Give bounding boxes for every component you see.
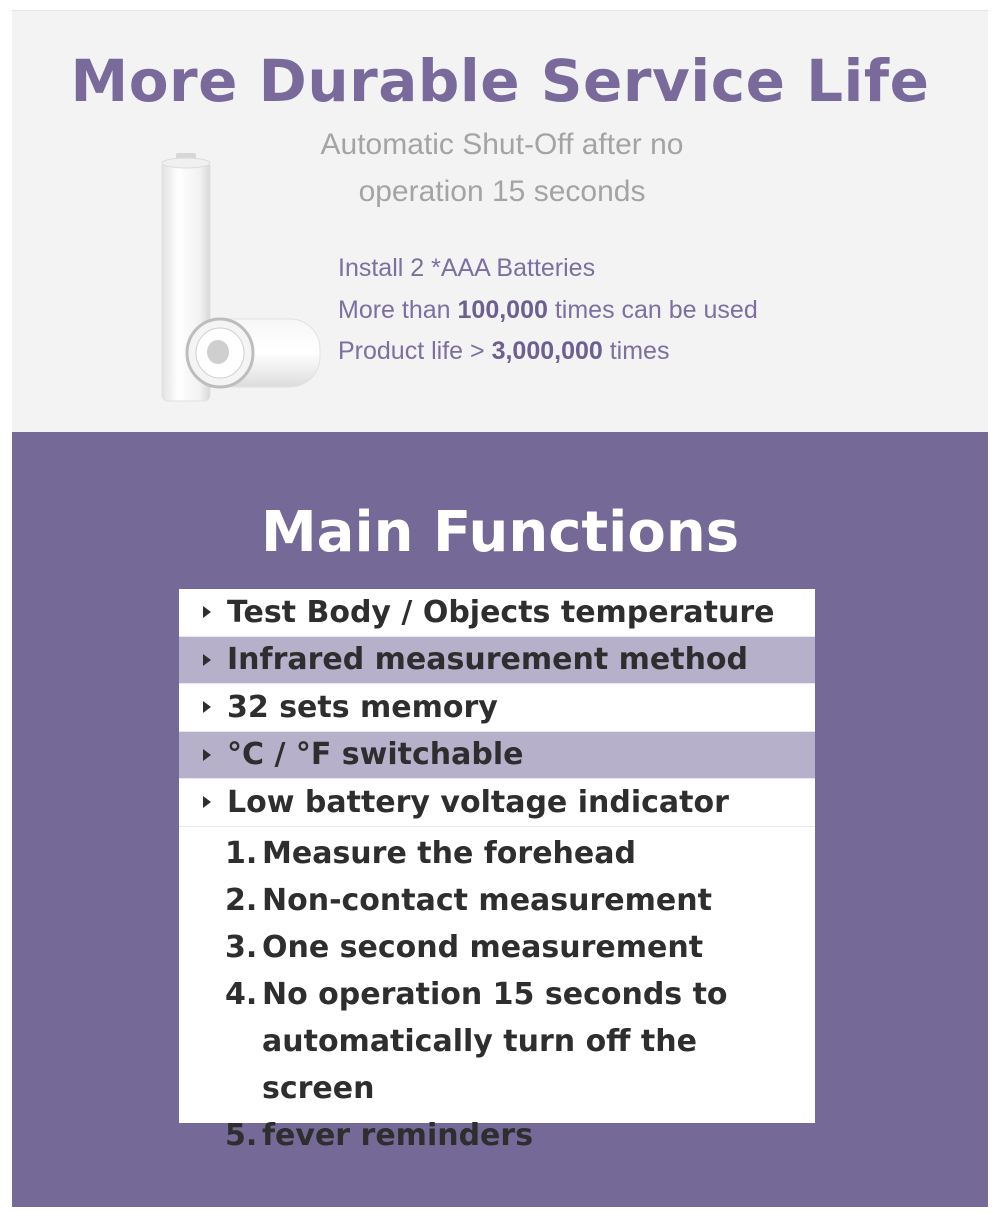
list-item-number: 2. (225, 882, 258, 918)
feature-label: °C / °F switchable (227, 737, 524, 773)
main-functions-title: Main Functions (260, 500, 740, 565)
triangle-right-icon (203, 796, 211, 808)
list-item (225, 877, 815, 924)
feature-row (179, 732, 815, 780)
usage-count-value: 100,000 (457, 295, 548, 324)
usage-count-suffix: times can be used (547, 295, 758, 324)
list-item-text: Non-contact measurement (262, 882, 712, 918)
auto-shutoff-text (252, 121, 752, 215)
list-item-text: No operation 15 seconds to automatically turn off the screen (262, 976, 728, 1106)
list-item-text: Measure the forehead (262, 835, 636, 871)
service-life-title: More Durable Service Life (70, 47, 930, 115)
list-item-text: One second measurement (262, 929, 704, 965)
main-functions-section (12, 432, 988, 1207)
triangle-right-icon (203, 654, 211, 666)
battery-spec-list (338, 248, 938, 373)
feature-row (179, 779, 815, 827)
triangle-right-icon (203, 606, 211, 618)
feature-label: Test Body / Objects temperature (227, 594, 775, 630)
list-item-number: 5. (225, 1117, 258, 1153)
feature-row (179, 637, 815, 685)
triangle-right-icon (203, 749, 211, 761)
feature-label: 32 sets memory (227, 689, 498, 725)
product-info-card (12, 10, 988, 1207)
list-item-text: fever reminders (262, 1117, 534, 1153)
auto-shutoff-line-2: operation 15 seconds (358, 175, 646, 208)
auto-shutoff-line-1: Automatic Shut-Off after no (320, 128, 684, 161)
list-item-number: 4. (225, 976, 258, 1012)
product-life-prefix: Product life > (338, 337, 492, 365)
product-life-suffix: times (602, 337, 670, 365)
functions-panel (179, 589, 815, 1153)
feature-label: Infrared measurement method (227, 642, 749, 678)
feature-row (179, 684, 815, 732)
service-life-section (12, 11, 988, 431)
list-item-number: 3. (225, 929, 258, 965)
numbered-function-list (179, 827, 815, 1159)
list-item (225, 971, 815, 1112)
triangle-right-icon (203, 701, 211, 713)
list-item (225, 924, 815, 971)
list-item (225, 830, 815, 877)
usage-count-prefix: More than (338, 295, 458, 324)
product-life-spec (338, 331, 938, 373)
feature-row (179, 589, 815, 637)
feature-label: Low battery voltage indicator (227, 784, 729, 820)
list-item (225, 1112, 815, 1159)
battery-install-spec: Install 2 *AAA Batteries (338, 254, 596, 282)
usage-count-spec (338, 290, 938, 332)
list-item-number: 1. (225, 835, 258, 871)
product-life-value: 3,000,000 (491, 337, 603, 365)
